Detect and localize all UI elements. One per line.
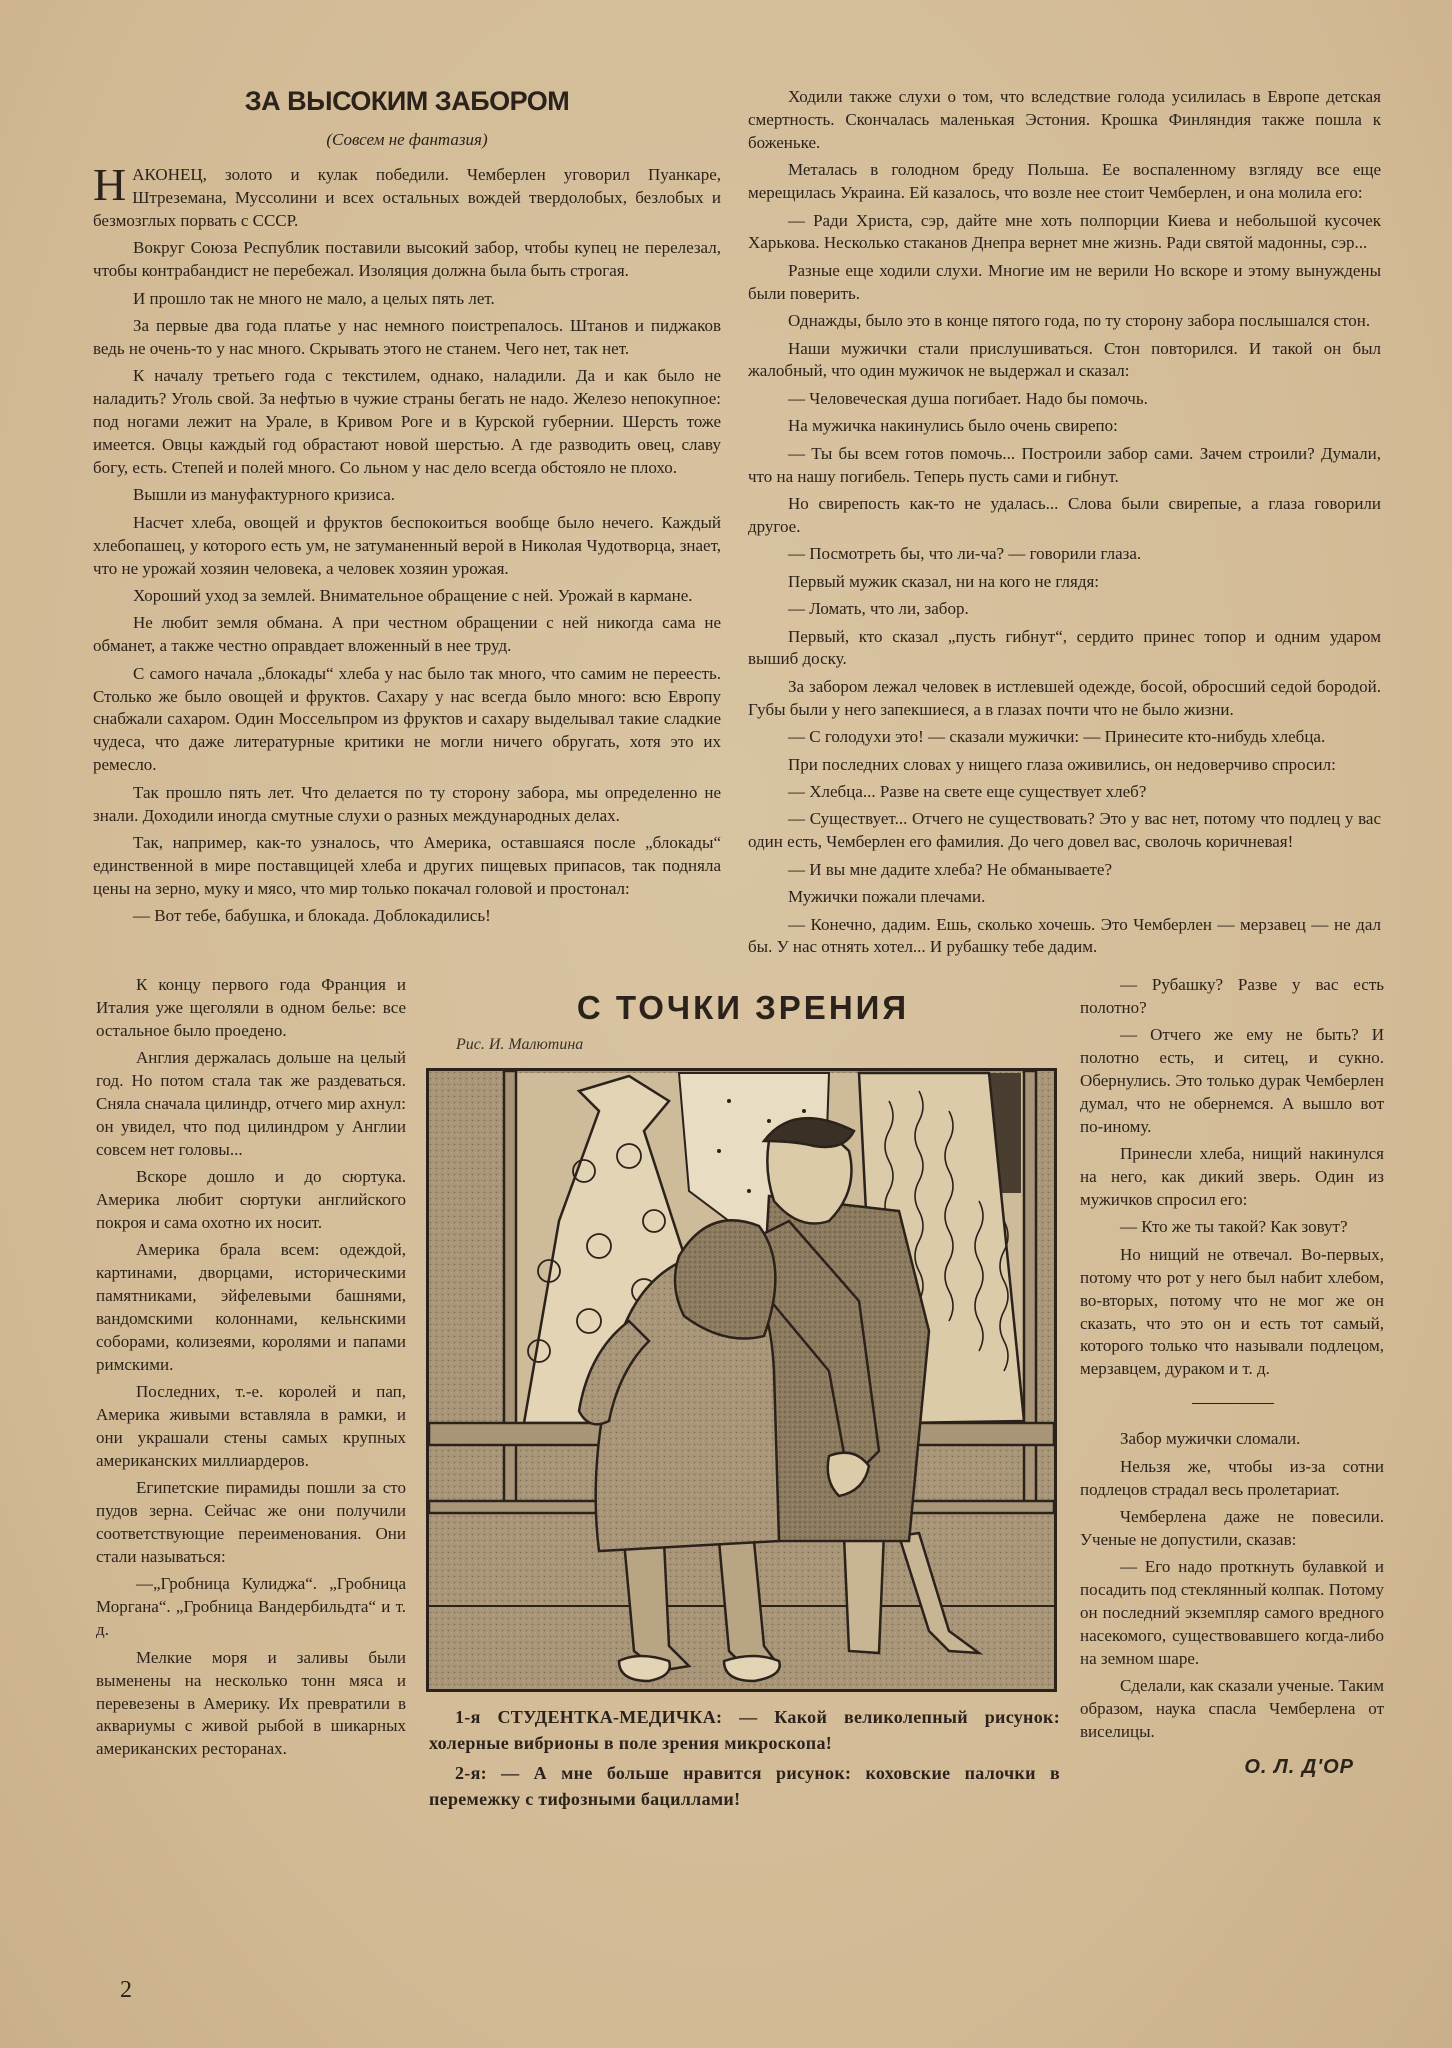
- left-column-narrow: [96, 974, 406, 1766]
- top-row: [93, 84, 1452, 964]
- right-top-paragraphs: [748, 86, 1381, 959]
- paragraph: Вокруг Союза Республик поставили высокий забор, чтобы купец не перелезал, чтобы контрабандист не перебежал. Изоляция должна была быть строгая.: [93, 238, 721, 281]
- bottom-row: [96, 974, 1452, 1816]
- paragraph: — Посмотреть бы, что ли-ча? — говорили глаза.: [788, 544, 1142, 564]
- paragraph: Но нищий не отвечал. Во-первых, потому что рот у него был набит хлебом, во-вторых, потому что не мог же он сказать, что это он и есть тот самый, которого только что называли подлецом, мерзавцем, дураком и т. д.: [1080, 1244, 1384, 1379]
- paragraph: — Кто же ты такой? Как зовут?: [1120, 1217, 1348, 1237]
- cartoon-caption: [429, 1704, 1060, 1812]
- paragraph: За первые два года платье у нас немного поистрепалось. Штанов и пиджаков ведь не очень-то у нас много. Скрывать этого не станем. Чего нет, так нет.: [93, 315, 721, 358]
- article-title: ЗА ВЫСОКИМ ЗАБОРОМ: [244, 86, 570, 116]
- paragraph: — Отчего же ему не быть? И полотно есть, и ситец, и сукно. Обернулись. Это только дурак Чемберлен думал, что не обернемся. А вышло вот по-иному.: [1080, 1025, 1384, 1136]
- paragraph: За забором лежал человек в истлевшей одежде, босой, обросший седой бородой. Губы были у него запекшиеся, а в глазах почти что не было жизни.: [748, 676, 1381, 719]
- paragraph: Вышли из мануфактурного кризиса.: [133, 485, 396, 505]
- right-column-narrow: [1080, 974, 1384, 1381]
- left-top-paragraphs: [93, 237, 721, 928]
- right-narrow-paragraphs: [1080, 974, 1384, 1381]
- right-column-top: [748, 86, 1381, 964]
- lead-paragraph: [93, 159, 721, 233]
- paragraph: Так прошло пять лет. Что делается по ту сторону забора, мы определенно не знали. Доходили иногда смутные слухи о разных международных делах.: [93, 782, 721, 825]
- paragraph: — Ты бы всем готов помочь... Построили забор сами. Зачем строили? Думали, что на нашу погибель. Теперь пусть сами и гибнут.: [748, 443, 1381, 486]
- paragraph: Однажды, было это в конце пятого года, по ту сторону забора послышался стон.: [788, 311, 1371, 331]
- paragraph: Мужички пожали плечами.: [788, 887, 986, 907]
- paragraph: Разные еще ходили слухи. Многие им не верили Но вскоре и этому вынуждены были поверить.: [748, 260, 1381, 303]
- paragraph: — Его надо проткнуть булавкой и посадить под стеклянный колпак. Потому он последний экземпляр самого вредного насекомого, существовавшего когда-либо на земном шаре.: [1080, 1557, 1384, 1668]
- paragraph: Не любит земля обмана. А при честном обращении с ней никогда сама не обманет, а также честно оправдает вложенный в нее труд.: [93, 613, 721, 656]
- paragraph: — Конечно, дадим. Ешь, сколько хочешь. Это Чемберлен — мерзавец — не дал бы. У нас отнять хотел... И рубашку тебе дадим.: [748, 914, 1381, 957]
- paragraph: Насчет хлеба, овощей и фруктов беспокоиться вообще было нечего. Каждый хлебопашец, у которого есть ум, не затуманенный верой в Николая Чудотворца, знает, что не урожай хозяин человека, а человек хозяин урожая.: [93, 512, 721, 578]
- paragraph: Хороший уход за землей. Внимательное обращение с ней. Урожай в кармане.: [133, 585, 693, 605]
- right-stack: [1080, 974, 1384, 1780]
- left-narrow-paragraphs: [96, 974, 406, 1761]
- paragraph: — Хлебца... Разве на свете еще существует хлеб?: [788, 781, 1147, 801]
- left-top-stack: [93, 84, 721, 933]
- author-signature: О. Л. Д'ОР: [1244, 1756, 1354, 1778]
- paragraph: Принесли хлеба, нищий накинулся на него, как дикий зверь. Один из мужичков спросил его:: [1080, 1144, 1384, 1209]
- paragraph: —„Гробница Кулиджа“. „Гробница Моргана“. „Гробница Вандербильдта“ и т. д.: [96, 1574, 406, 1640]
- paragraph: — Вот тебе, бабушка, и блокада. Доблокадились!: [133, 906, 491, 926]
- paragraph: Забор мужички сломали.: [1120, 1429, 1301, 1449]
- paragraph: К началу третьего года с текстилем, однако, наладили. Да и как было не наладить? Уголь свой. За нефтью в чужие страны бегать не надо. Железо непокупное: под ногами лежит на Урале, в Кривом Роге и в Курской губернии. Шерсть тоже имеется. Овцы каждый год обрастают новой шерстью. А где разводить овец, славу богу, есть. Степей и полей много. Со льном у нас дело всегда обстояло не плохо.: [93, 366, 721, 477]
- paragraph: При последних словах у нищего глаза оживились, он недоверчиво спросил:: [788, 754, 1336, 774]
- caption-line-1: 1-я СТУДЕНТКА-МЕДИЧКА: — Какой великолепный рисунок: холерные вибрионы в поле зрения микроскопа!: [429, 1706, 1060, 1753]
- cartoon-block: [426, 988, 1060, 1816]
- cartoon-drawing: [429, 1071, 1054, 1689]
- paragraph: — Человеческая душа погибает. Надо бы помочь.: [788, 388, 1148, 408]
- paragraph: — Ради Христа, сэр, дайте мне хоть полпорции Киева и небольшой кусочек Харькова. Несколько стаканов Днепра вернет мне жизнь. Ради святой мадонны, сэр...: [748, 210, 1381, 253]
- paragraph: — И вы мне дадите хлеба? Не обманываете?: [788, 859, 1112, 879]
- paragraph: — Существует... Отчего не существовать? Это у вас нет, потому что подлец у вас один есть, Чемберлен его фамилия. До чего довел вас, сволочь коричневая!: [748, 809, 1381, 852]
- paragraph: Наши мужички стали прислушиваться. Стон повторился. И такой он был жалобный, что один мужичок не выдержал и сказал:: [748, 338, 1381, 381]
- cartoon-illustration: [426, 1068, 1057, 1692]
- paragraph: Вскоре дошло и до сюртука. Америка любит сюртуки английского покроя и сама охотно их носит.: [96, 1167, 406, 1232]
- paragraph: Америка брала всем: одеждой, картинами, дворцами, историческими памятниками, эйфелевыми башнями, вандомскими колоннами, кельнскими соборами, колизеями, королями и папами римскими.: [96, 1240, 406, 1374]
- paragraph: — Ломать, что ли, забор.: [788, 599, 969, 619]
- right-column-lower: [1080, 1428, 1384, 1744]
- paragraph: Чемберлена даже не повесили. Ученые не допустили, сказав:: [1080, 1506, 1384, 1549]
- lead-text: АКОНЕЦ, золото и кулак победили. Чемберлен уговорил Пуанкаре, Штреземана, Муссолини и всех остальных вождей твердолобых, безлобых и безмозглых порвать с СССР.: [93, 165, 721, 230]
- page-number: 2: [120, 1977, 132, 2003]
- article-subtitle: (Совсем не фантазия): [326, 130, 488, 149]
- paragraph: — Рубашку? Разве у вас есть полотно?: [1080, 974, 1384, 1017]
- cartoon-title: С ТОЧКИ ЗРЕНИЯ: [576, 988, 910, 1026]
- paragraph: Первый мужик сказал, ни на кого не глядя:: [788, 571, 1100, 591]
- caption-line-2: 2-я: — А мне больше нравится рисунок: коховские палочки в перемежку с тифозными бациллами!: [429, 1762, 1060, 1809]
- right-lower-paragraphs: [1080, 1428, 1384, 1744]
- paragraph: Мелкие моря и заливы были выменены на несколько тонн мяса и перевезены в Америку. Их превратили в аквариумы с живой рыбой в шикарных американских ресторанах.: [96, 1647, 406, 1759]
- paragraph: К концу первого года Франция и Италия уже щеголяли в одном белье: все остальное было проедено.: [96, 974, 406, 1040]
- paragraph: — С голодухи это! — сказали мужички: — Принесите кто-нибудь хлебца.: [788, 727, 1326, 747]
- drop-cap: Н: [93, 159, 127, 210]
- paragraph: И прошло так не много не мало, а целых пять лет.: [133, 288, 495, 308]
- paragraph: Первый, кто сказал „пусть гибнут“, сердито принес топор и одним ударом вышиб доску.: [748, 626, 1381, 669]
- paragraph: С самого начала „блокады“ хлеба у нас было так много, что самим не переесть. Столько же было овощей и фруктов. Сахару у нас всегда было много: всю Европу снабжали сахаром. Один Моссельпром из фруктов и сахару выделывал такие сладкие чудеса, что даже литературные критики не могли ничего обругать, хотя это их ремесло.: [93, 663, 721, 775]
- paragraph: Нельзя же, чтобы из-за сотни подлецов страдал весь пролетариат.: [1080, 1456, 1384, 1499]
- section-divider: [1192, 1403, 1274, 1404]
- paragraph: Металась в голодном бреду Польша. Ее воспаленному взгляду все еще мерещилась Украина. Ей казалось, что возле нее стоит Чемберлен, и она молила его:: [748, 160, 1381, 203]
- paragraph: Ходили также слухи о том, что вследствие голода усилилась в Европе детская смертность. Скончалась маленькая Эстония. Крошка Финляндия также пошла к боженьке.: [748, 87, 1381, 152]
- paragraph: Но свирепость как-то не удалась... Слова были свирепые, а глаза говорили другое.: [748, 494, 1381, 536]
- paragraph: На мужичка накинулись было очень свирепо:: [788, 416, 1118, 436]
- paragraph: Сделали, как сказали ученые. Таким образом, наука спасла Чемберлена от виселицы.: [1080, 1676, 1384, 1742]
- paragraph: Последних, т.-е. королей и пап, Америка живыми вставляла в рамки, и они украшали стены самых крупных американских миллиардеров.: [96, 1382, 406, 1470]
- paragraph: Так, например, как-то узналось, что Америка, оставшаяся после „блокады“ единственной в мире поставщицей хлеба и других пищевых припасов, так подняла цены на зерно, муку и мясо, что мир только покачал головой и простонал:: [93, 832, 721, 898]
- paragraph: Египетские пирамиды пошли за сто пудов зерна. Сейчас же они получили соответствующие переименования. Они стали называться:: [96, 1478, 406, 1567]
- cartoon-credit: Рис. И. Малютина: [456, 1035, 584, 1053]
- left-column-top: [93, 159, 721, 928]
- paragraph: Англия держалась дольше на целый год. Но потом стала так же раздеваться. Сняла сначала цилиндр, отчего мир ахнул: он увидел, что под цилиндром у Англии совсем нет головы...: [96, 1048, 406, 1159]
